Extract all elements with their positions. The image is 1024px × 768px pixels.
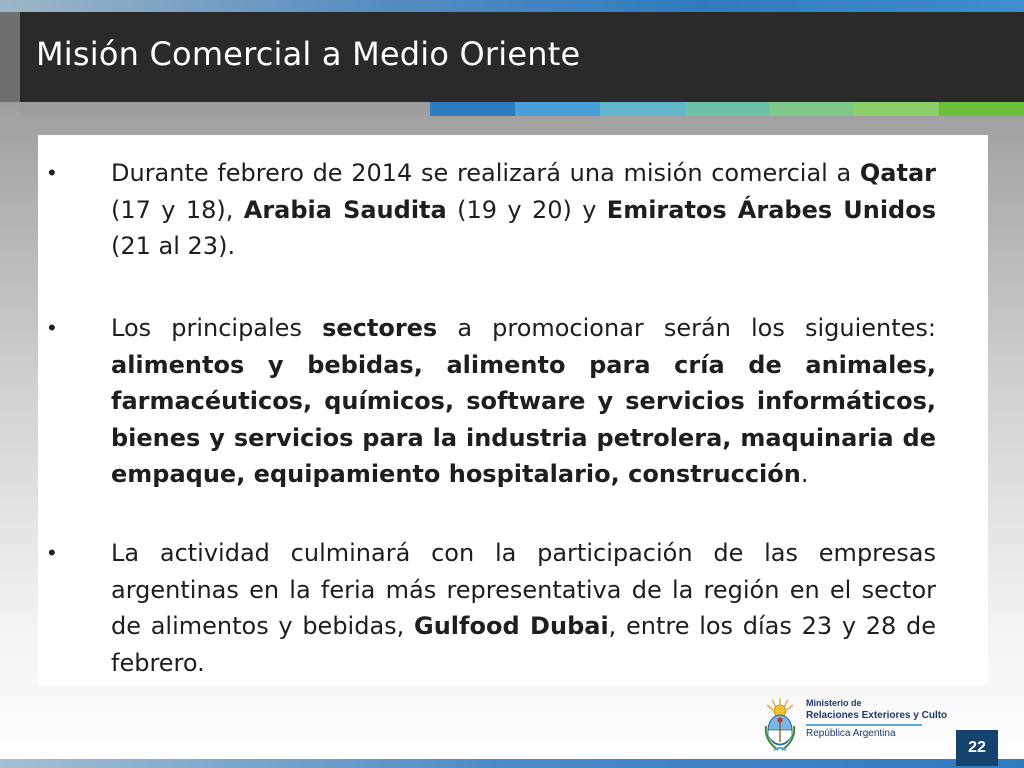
bullet-marker: • xyxy=(48,540,56,565)
bold-text: Arabia Saudita xyxy=(243,195,447,224)
accent-gray-segment xyxy=(20,102,430,116)
bold-text: Qatar xyxy=(859,159,936,187)
slide-title: Misión Comercial a Medio Oriente xyxy=(36,35,581,73)
text-run: Durante febrero de 2014 se realizará una misión comercial a xyxy=(111,159,860,187)
text-run: La actividad culminará con la participación de las empresas argentinas en la feria más representativa de la región en el sector de alimentos y bebidas, xyxy=(111,539,936,640)
bold-text: sectores xyxy=(322,314,438,342)
text-run: (17 y 18), xyxy=(111,195,244,224)
accent-color-segment xyxy=(939,102,1024,116)
bullet-text-2 xyxy=(111,310,936,493)
logo-divider xyxy=(806,724,922,726)
title-left-edge xyxy=(0,12,20,102)
ministry-logo xyxy=(762,696,948,756)
bold-text: alimentos y bebidas, alimento para cría de animales, farmacéuticos, químicos, software y servicios informáticos, bienes y servicios para la industria petrolera, maquinaria de empaque, equipamiento hospitalario, construcción xyxy=(111,350,936,488)
accent-color-segment xyxy=(515,102,601,116)
text-run: (21 al 23). xyxy=(111,232,236,260)
top-accent-strip xyxy=(0,0,1024,12)
accent-color-segment xyxy=(769,102,855,116)
page-number-badge: 22 xyxy=(956,730,998,766)
bold-text: Gulfood Dubai xyxy=(414,612,609,640)
bullet-text-3 xyxy=(111,535,936,681)
accent-color-segment xyxy=(600,102,686,116)
logo-line-country: República Argentina xyxy=(806,728,896,739)
logo-line-ministry: Ministerio de xyxy=(806,698,862,708)
accent-color-segment xyxy=(430,102,516,116)
bullet-marker: • xyxy=(48,315,56,340)
logo-line-relations: Relaciones Exteriores y Culto xyxy=(806,710,948,721)
argentine-coat-of-arms-icon xyxy=(762,696,798,754)
text-run: , entre los días 23 y 28 de febrero. xyxy=(111,612,936,677)
text-run: . xyxy=(800,460,809,488)
accent-color-segment xyxy=(854,102,940,116)
accent-color-segment xyxy=(685,102,771,116)
content-box xyxy=(38,135,988,685)
text-run: Los principales xyxy=(111,314,323,342)
text-run: a promocionar serán los siguientes: xyxy=(437,314,936,342)
bullet-text-1 xyxy=(111,155,936,265)
text-run: (19 y 20) y xyxy=(446,195,607,224)
bullet-marker: • xyxy=(48,160,56,185)
bold-text: Emiratos Árabes Unidos xyxy=(606,195,937,224)
bottom-accent-bar xyxy=(0,759,1024,768)
